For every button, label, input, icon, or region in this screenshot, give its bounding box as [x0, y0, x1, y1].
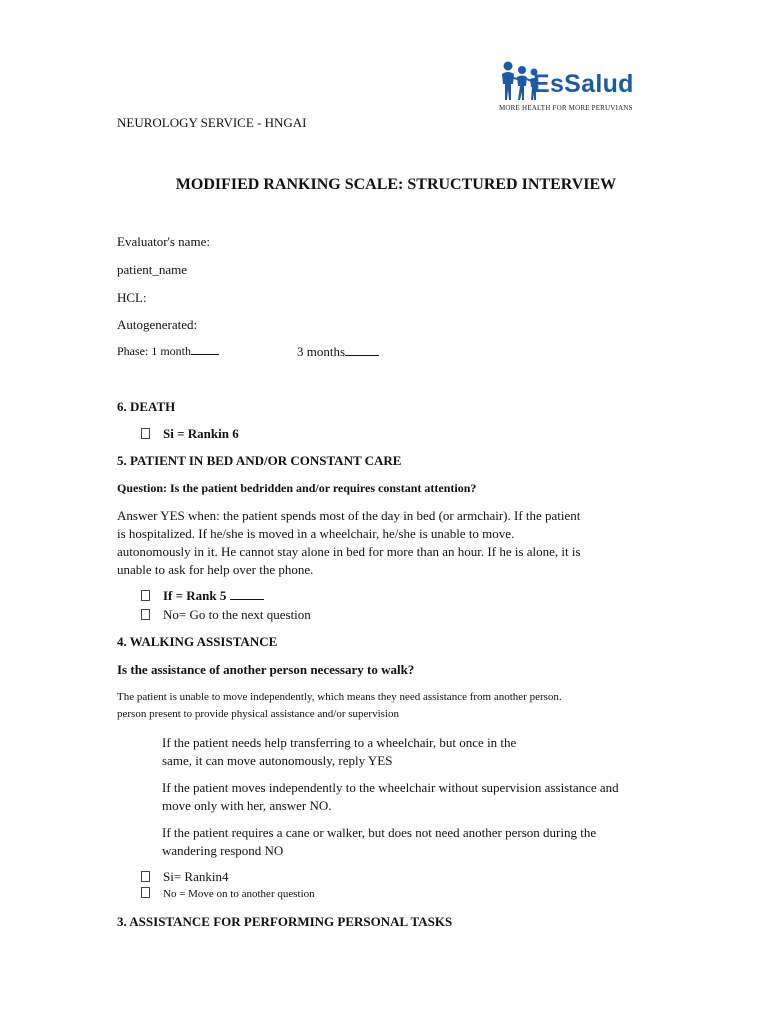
checkbox[interactable]	[141, 428, 150, 439]
phase-3-months-label: 3 months	[297, 344, 346, 359]
section-death-heading: 6. DEATH	[117, 399, 176, 414]
bed-option-yes-label: If = Rank 5	[163, 588, 227, 603]
bed-question: Question: Is the patient bedridden and/or requires constant attention?	[117, 481, 477, 495]
checkbox[interactable]	[141, 609, 150, 620]
phase-3-blank	[345, 345, 379, 356]
bed-description-line: unable to ask for help over the phone.	[117, 562, 314, 577]
logo-wordmark: EsSalud	[533, 70, 634, 98]
walking-option-no[interactable]	[141, 887, 315, 900]
walking-option-no-label: No = Move on to another question	[163, 888, 315, 900]
phase-1-month	[117, 344, 219, 359]
service-name: NEUROLOGY SERVICE - HNGAI	[117, 115, 307, 130]
walking-paragraph-line: same, it can move autonomously, reply YES	[162, 753, 393, 768]
essalud-logo	[497, 58, 657, 114]
walking-paragraph-line: If the patient needs help transferring to a wheelchair, but once in the	[162, 735, 517, 750]
bed-description-line: autonomously in it. He cannot stay alone in bed for more than an hour. If he is alone, it is	[117, 544, 581, 559]
checkbox[interactable]	[141, 887, 150, 898]
walking-paragraph-line: If the patient requires a cane or walker, but does not need another person during the	[162, 825, 597, 840]
walking-note-line: person present to provide physical assistance and/or supervision	[117, 708, 399, 720]
walking-option-yes[interactable]	[141, 869, 228, 885]
death-option-yes[interactable]	[141, 426, 239, 442]
walking-paragraph-2	[162, 779, 619, 815]
walking-paragraph-line: move only with her, answer NO.	[162, 798, 332, 813]
bed-option-no-label: No= Go to the next question	[163, 607, 311, 622]
bed-description-line: is hospitalized. If he/she is moved in a wheelchair, he/she is unable to move.	[117, 526, 515, 541]
checkbox[interactable]	[141, 590, 150, 601]
page-title: MODIFIED RANKING SCALE: STRUCTURED INTERVIEW	[175, 176, 617, 193]
section-personal-heading: 3. ASSISTANCE FOR PERFORMING PERSONAL TASKS	[117, 914, 453, 929]
walking-note-line: The patient is unable to move independently, which means they need assistance from another person.	[117, 691, 562, 703]
section-bed-heading: 5. PATIENT IN BED AND/OR CONSTANT CARE	[117, 453, 402, 468]
autogenerated-label: Autogenerated:	[117, 317, 198, 332]
walking-paragraph-line: If the patient moves independently to the wheelchair without supervision assistance and	[162, 780, 619, 795]
bed-description	[117, 507, 581, 579]
hcl-label: HCL:	[117, 290, 147, 305]
bed-option-no[interactable]	[141, 607, 311, 623]
death-option-yes-label: Si = Rankin 6	[163, 426, 239, 441]
phase-1-blank	[191, 344, 219, 355]
walking-paragraph-1	[162, 734, 516, 770]
walking-option-yes-label: Si= Rankin4	[163, 869, 229, 884]
walking-paragraph-line: wandering respond NO	[162, 843, 284, 858]
evaluator-label: Evaluator's name:	[117, 234, 210, 249]
section-walking-heading: 4. WALKING ASSISTANCE	[117, 634, 278, 649]
phase-1-month-label: Phase: 1 month	[117, 344, 191, 358]
bed-option-yes-blank	[230, 589, 264, 600]
phase-3-months	[297, 344, 379, 360]
logo-tagline: MORE HEALTH FOR MORE PERUVIANS	[499, 104, 633, 112]
walking-note	[117, 689, 562, 723]
checkbox[interactable]	[141, 871, 150, 882]
bed-option-yes[interactable]	[141, 588, 264, 604]
walking-paragraph-3	[162, 824, 596, 860]
patient-name-label: patient_name	[117, 262, 188, 277]
bed-description-line: Answer YES when: the patient spends most of the day in bed (or armchair). If the patient	[117, 508, 581, 523]
walking-question: Is the assistance of another person necessary to walk?	[117, 662, 415, 677]
